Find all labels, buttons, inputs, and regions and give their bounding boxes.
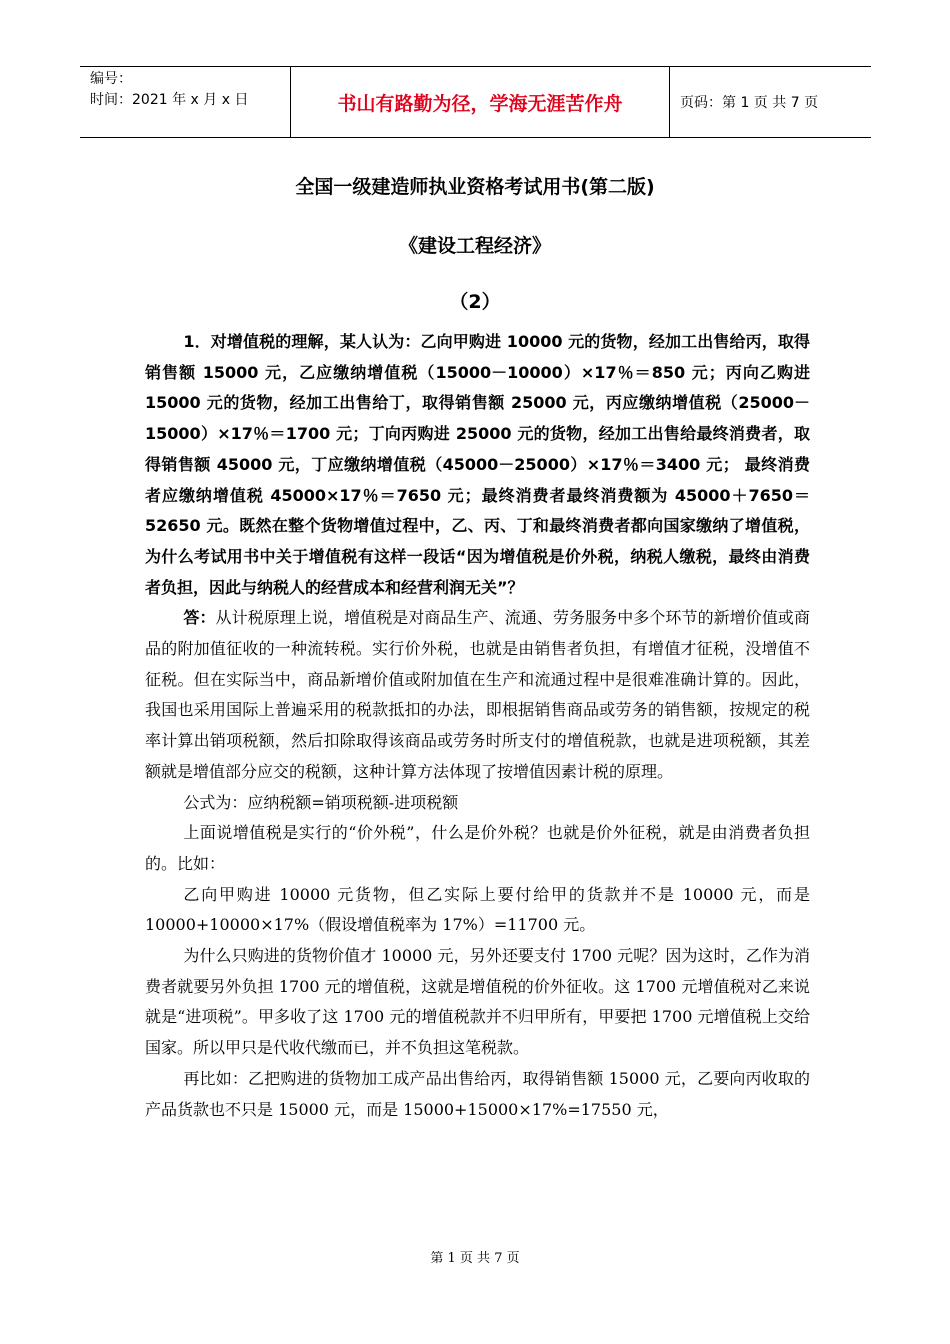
page-info-text: 页码：第 1 页 共 7 页	[680, 95, 819, 111]
header-meta	[80, 67, 291, 137]
title-line-1: 全国一级建造师执业资格考试用书(第二版)	[295, 176, 655, 198]
paragraph-3: 为什么只购进的货物价值才 10000 元，另外还要支付 1700 元呢？因为这时，乙作为消费者就要另外负担 1700 元的增值税，这就是增值税的价外征收。这 1700 元增值税对乙来说就是“进项税”。甲多收了这 1700 元的增值税款并不归甲所有，甲要把 1700 元增值税上交给国家。所以甲只是代收代缴而已，并不负担这笔税款。	[145, 946, 810, 1058]
date-label: 时间：2021 年 x 月 x 日	[90, 92, 249, 108]
question-paragraph: 1．对增值税的理解，某人认为：乙向甲购进 10000 元的货物，经加工出售给丙，取得销售额 15000 元，乙应缴纳增值税（15000－10000）×17％＝850 元；丙向乙购进 15000 元的货物，经加工出售给丁，取得销售额 25000 元，丙应缴纳增值税（25000－15000）×17％＝1700 元；丁向丙购进 25000 元的货物，经加工出售给最终消费者，取得销售额 45000 元，丁应缴纳增值税（45000－25000）×17％＝3400 元； 最终消费者应缴纳增值税 45000×17％＝7650 元；最终消费者最终消费额为 45000＋7650＝52650 元。既然在整个货物增值过程中，乙、丙、丁和最终消费者都向国家缴纳了增值税，为什么考试用书中关于增值税有这样一段话“因为增值税是价外税，纳税人缴税，最终由消费者负担，因此与纳税人的经营成本和经营利润无关”？	[145, 332, 810, 597]
paragraph-4: 再比如：乙把购进的货物加工成产品出售给丙，取得销售额 15000 元，乙要向丙收取的产品货款也不只是 15000 元，而是 15000+15000×17%=17550 元，	[145, 1068, 810, 1119]
header-page-info	[670, 67, 871, 137]
answer-paragraph	[145, 603, 810, 787]
paragraph-1: 上面说增值税是实行的“价外税”，什么是价外税？也就是价外征税，就是由消费者负担的。比如：	[145, 823, 810, 873]
document-body	[145, 327, 810, 1125]
title-line-3: （2）	[449, 291, 501, 313]
paragraph-2: 乙向甲购进 10000 元货物，但乙实际上要付给甲的货款并不是 10000 元，而是 10000+10000×17%（假设增值税率为 17%）=11700 元。	[145, 884, 810, 935]
header-motto	[291, 67, 670, 137]
document-header	[80, 66, 871, 138]
title-line-2: 《建设工程经济》	[398, 235, 551, 257]
formula-paragraph: 公式为：应纳税额=销项税额-进项税额	[183, 792, 459, 812]
number-label: 编号：	[90, 71, 132, 87]
answer-label: 答：	[183, 608, 216, 628]
motto-text: 书山有路勤为径，学海无涯苦作舟	[337, 92, 623, 115]
answer-text: 从计税原理上说，增值税是对商品生产、流通、劳务服务中多个环节的新增价值或商品的附加值征收的一种流转税。实行价外税，也就是由销售者负担，有增值才征税，没增值不征税。但在实际当中，商品新增价值或附加值在生产和流通过程中是很难准确计算的。因此，我国也采用国际上普遍采用的税款抵扣的办法，即根据销售商品或劳务的销售额，按规定的税率计算出销项税额，然后扣除取得该商品或劳务时所支付的增值税款，也就是进项税额，其差额就是增值部分应交的税额，这种计算方法体现了按增值因素计税的原理。	[145, 608, 810, 781]
page-footer: 第 1 页 共 7 页	[430, 1251, 520, 1266]
